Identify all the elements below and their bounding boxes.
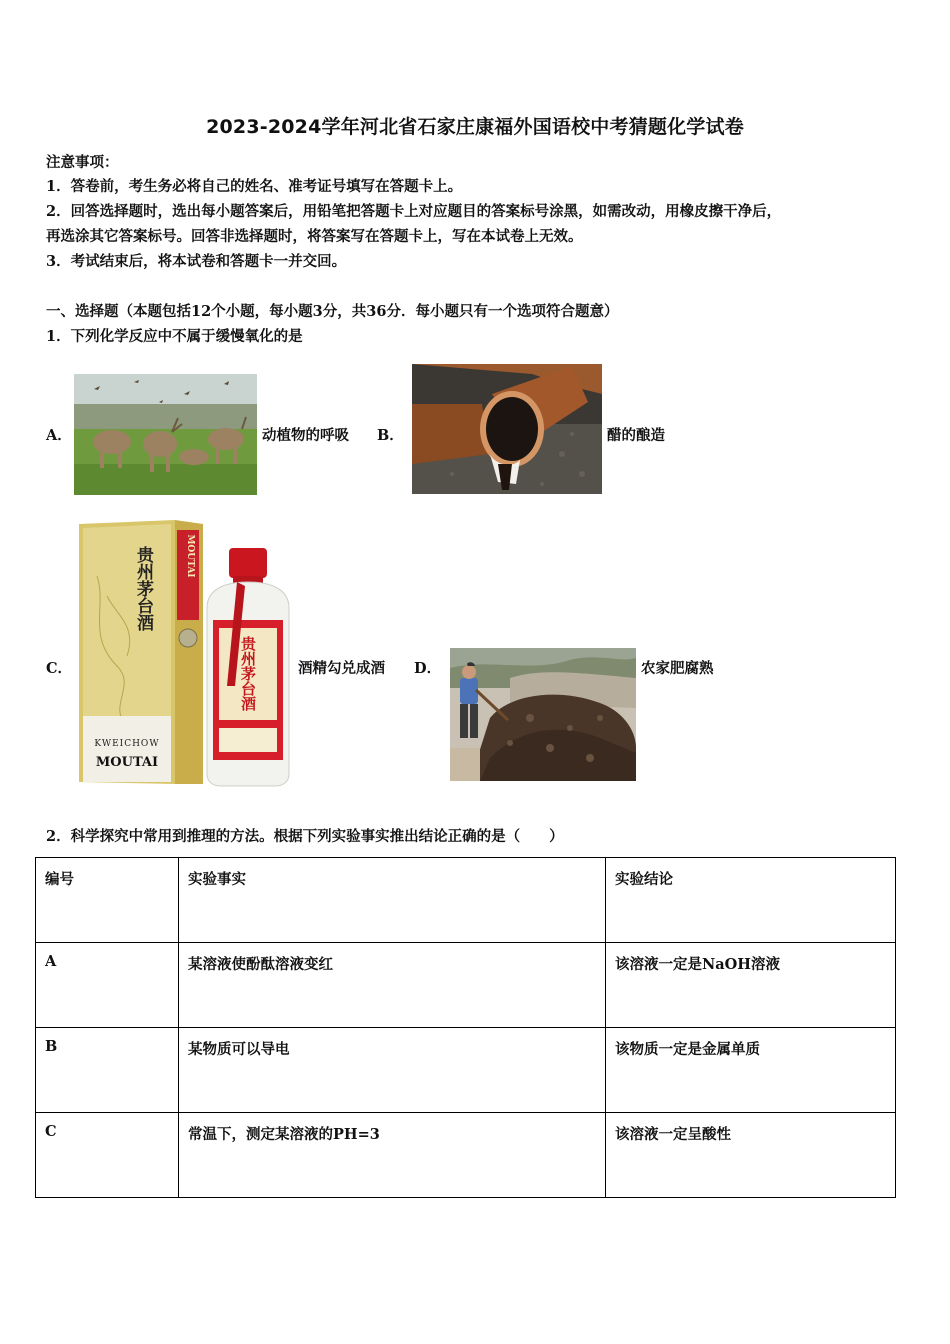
notice-item: 再选涂其它答案标号。回答非选择题时，将答案写在答题卡上，写在本试卷上无效。 [46, 228, 583, 245]
option-b-text: 醋的酿造 [607, 427, 665, 444]
page-title: 2023-2024学年河北省石家庄康福外国语校中考猜题化学试卷 [206, 116, 744, 138]
table-row [36, 1113, 896, 1198]
option-d-letter: D． [414, 660, 442, 677]
table-cell: B [36, 1028, 179, 1113]
option-a-text: 动植物的呼吸 [262, 427, 349, 444]
option-b-letter: B． [377, 427, 404, 444]
question-stem: 1．下列化学反应中不属于缓慢氧化的是 [46, 328, 303, 345]
table-cell: 常温下，测定某溶液的PH=3 [179, 1113, 606, 1198]
table-cell: A [36, 943, 179, 1028]
option-d-text: 农家肥腐熟 [641, 660, 714, 677]
table-cell: 该物质一定是金属单质 [606, 1028, 896, 1113]
table-header-cell: 实验结论 [606, 858, 896, 943]
manure-heap-image [450, 648, 636, 781]
section-heading: 一、选择题（本题包括12个小题，每小题3分，共36分．每小题只有一个选项符合题意） [46, 303, 619, 320]
deer-grassland-image [74, 374, 257, 495]
notice-item: 2．回答选择题时，选出每小题答案后，用铅笔把答题卡上对应题目的答案标号涂黑，如需改动，用橡皮擦干净后， [46, 203, 782, 220]
box-title-text: 贵州茅台酒 [133, 546, 153, 631]
table-cell: C [36, 1113, 179, 1198]
table-header-row [36, 858, 896, 943]
notice-heading: 注意事项： [46, 154, 119, 171]
box-brand-line1: KWEICHOW [94, 739, 160, 749]
question-stem: 2．科学探究中常用到推理的方法。根据下列实验事实推出结论正确的是（ ） [46, 828, 564, 845]
option-a-letter: A． [46, 427, 72, 444]
table-header-cell: 实验事实 [179, 858, 606, 943]
experiment-table [35, 857, 896, 1198]
table-header-cell: 编号 [36, 858, 179, 943]
table-cell: 某物质可以导电 [179, 1028, 606, 1113]
bottle-label-text: 贵州茅台酒 [239, 636, 257, 711]
notice-item: 3．考试结束后，将本试卷和答题卡一并交回。 [46, 253, 347, 270]
box-brand-line2: MOUTAI [95, 755, 159, 770]
table-row [36, 943, 896, 1028]
table-cell: 该溶液一定呈酸性 [606, 1113, 896, 1198]
notice-item: 1．答卷前，考生务必将自己的姓名、准考证号填写在答题卡上。 [46, 178, 463, 195]
option-c-letter: C． [46, 660, 73, 677]
table-row [36, 1028, 896, 1113]
table-cell: 某溶液使酚酞溶液变红 [179, 943, 606, 1028]
moutai-liquor-image [77, 516, 299, 788]
option-c-text: 酒精勾兑成酒 [298, 660, 385, 677]
table-cell: 该溶液一定是NaOH溶液 [606, 943, 896, 1028]
vinegar-pouring-image [412, 364, 602, 494]
box-side-brand: MOUTAI [185, 534, 195, 578]
